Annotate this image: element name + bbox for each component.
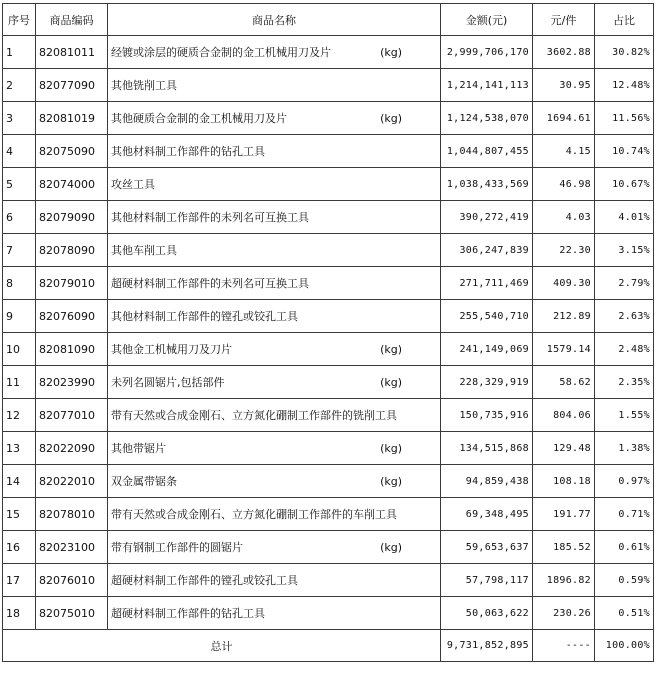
row-share: 0.59%: [595, 564, 654, 597]
table-row: [3, 300, 654, 333]
row-name-cell: [108, 399, 441, 432]
row-name: 超硬材料制工作部件的镗孔或铰孔工具: [111, 574, 298, 587]
row-code: 82023100: [36, 531, 108, 564]
row-share: 3.15%: [595, 234, 654, 267]
row-amount: 255,540,710: [441, 300, 533, 333]
row-name: 带有天然或合成金刚石、立方氮化硼制工作部件的车削工具: [111, 508, 397, 521]
total-label: 总计: [3, 630, 441, 662]
row-name-cell: [108, 36, 441, 69]
row-name-cell: [108, 333, 441, 366]
row-code: 82077010: [36, 399, 108, 432]
row-share: 0.61%: [595, 531, 654, 564]
row-seq: 5: [3, 168, 36, 201]
row-code: 82023990: [36, 366, 108, 399]
row-unit-price: 1694.61: [533, 102, 595, 135]
row-amount: 57,798,117: [441, 564, 533, 597]
row-name-cell: [108, 102, 441, 135]
row-unit-price: 30.95: [533, 69, 595, 102]
row-name-cell: [108, 498, 441, 531]
row-unit-price: 1896.82: [533, 564, 595, 597]
row-unit-price: 230.26: [533, 597, 595, 630]
header-code: 商品编码: [36, 4, 108, 36]
row-seq: 4: [3, 135, 36, 168]
header-unit-price: 元/件: [533, 4, 595, 36]
row-unit-price: 1579.14: [533, 333, 595, 366]
row-amount: 241,149,069: [441, 333, 533, 366]
row-name: 其他带锯片: [111, 442, 166, 455]
row-code: 82074000: [36, 168, 108, 201]
table-row: [3, 531, 654, 564]
row-share: 0.51%: [595, 597, 654, 630]
row-unit-price: 22.30: [533, 234, 595, 267]
row-share: 0.71%: [595, 498, 654, 531]
row-unit-price: 185.52: [533, 531, 595, 564]
row-code: 82075090: [36, 135, 108, 168]
table-row: [3, 498, 654, 531]
row-amount: 306,247,839: [441, 234, 533, 267]
table-row: [3, 267, 654, 300]
row-name-cell: [108, 465, 441, 498]
header-seq: 序号: [3, 4, 36, 36]
row-amount: 1,214,141,113: [441, 69, 533, 102]
row-name-cell: [108, 234, 441, 267]
row-seq: 2: [3, 69, 36, 102]
row-amount: 150,735,916: [441, 399, 533, 432]
row-unit-price: 58.62: [533, 366, 595, 399]
row-unit: (kg): [380, 540, 402, 554]
row-name-cell: [108, 564, 441, 597]
row-amount: 94,859,438: [441, 465, 533, 498]
table-row: [3, 333, 654, 366]
table-row: [3, 135, 654, 168]
row-share: 0.97%: [595, 465, 654, 498]
row-name: 超硬材料制工作部件的未列名可互换工具: [111, 277, 309, 290]
row-name-cell: [108, 531, 441, 564]
row-name: 攻丝工具: [111, 178, 155, 191]
table-row: [3, 234, 654, 267]
row-name-cell: [108, 201, 441, 234]
row-seq: 18: [3, 597, 36, 630]
row-amount: 1,038,433,569: [441, 168, 533, 201]
row-name: 其他材料制工作部件的镗孔或铰孔工具: [111, 310, 298, 323]
row-share: 10.74%: [595, 135, 654, 168]
row-share: 2.63%: [595, 300, 654, 333]
row-unit-price: 4.15: [533, 135, 595, 168]
row-seq: 1: [3, 36, 36, 69]
row-share: 30.82%: [595, 36, 654, 69]
row-name: 其他铣削工具: [111, 79, 177, 92]
row-name-cell: [108, 168, 441, 201]
row-code: 82077090: [36, 69, 108, 102]
row-seq: 17: [3, 564, 36, 597]
row-amount: 228,329,919: [441, 366, 533, 399]
row-name: 其他车削工具: [111, 244, 177, 257]
row-name: 双金属带锯条: [111, 475, 177, 488]
table-row: [3, 69, 654, 102]
row-name-cell: [108, 597, 441, 630]
row-code: 82022010: [36, 465, 108, 498]
row-seq: 12: [3, 399, 36, 432]
row-code: 82076010: [36, 564, 108, 597]
row-share: 2.79%: [595, 267, 654, 300]
row-amount: 59,653,637: [441, 531, 533, 564]
row-share: 12.48%: [595, 69, 654, 102]
row-unit: (kg): [380, 45, 402, 59]
row-amount: 69,348,495: [441, 498, 533, 531]
row-unit-price: 129.48: [533, 432, 595, 465]
row-share: 11.56%: [595, 102, 654, 135]
row-name-cell: [108, 366, 441, 399]
table-header-row: [3, 4, 654, 36]
row-amount: 271,711,469: [441, 267, 533, 300]
row-name: 其他金工机械用刀及刀片: [111, 343, 232, 356]
row-unit-price: 46.98: [533, 168, 595, 201]
row-code: 82081090: [36, 333, 108, 366]
row-unit-price: 108.18: [533, 465, 595, 498]
row-seq: 13: [3, 432, 36, 465]
row-amount: 134,515,868: [441, 432, 533, 465]
total-unit-price: ----: [533, 630, 595, 662]
row-name: 带有天然或合成金刚石、立方氮化硼制工作部件的铣削工具: [111, 409, 397, 422]
table-row: [3, 366, 654, 399]
row-code: 82078090: [36, 234, 108, 267]
row-name-cell: [108, 300, 441, 333]
row-name-cell: [108, 69, 441, 102]
header-amount: 金额(元): [441, 4, 533, 36]
table-row: [3, 597, 654, 630]
header-share: 占比: [595, 4, 654, 36]
total-share: 100.00%: [595, 630, 654, 662]
row-amount: 2,999,706,170: [441, 36, 533, 69]
row-amount: 1,044,807,455: [441, 135, 533, 168]
row-name: 其他材料制工作部件的钻孔工具: [111, 145, 265, 158]
table-body: [3, 36, 654, 630]
row-name: 其他材料制工作部件的未列名可互换工具: [111, 211, 309, 224]
row-name: 经镀或涂层的硬质合金制的金工机械用刀及片: [111, 46, 331, 59]
table-row: [3, 564, 654, 597]
row-share: 10.67%: [595, 168, 654, 201]
row-seq: 9: [3, 300, 36, 333]
row-seq: 11: [3, 366, 36, 399]
row-unit-price: 804.06: [533, 399, 595, 432]
row-name: 超硬材料制工作部件的钻孔工具: [111, 607, 265, 620]
row-unit-price: 409.30: [533, 267, 595, 300]
total-row: [3, 630, 654, 662]
row-code: 82079010: [36, 267, 108, 300]
row-seq: 16: [3, 531, 36, 564]
row-unit-price: 212.89: [533, 300, 595, 333]
row-code: 82075010: [36, 597, 108, 630]
row-name-cell: [108, 135, 441, 168]
row-unit-price: 191.77: [533, 498, 595, 531]
row-unit: (kg): [380, 342, 402, 356]
row-share: 2.35%: [595, 366, 654, 399]
total-amount: 9,731,852,895: [441, 630, 533, 662]
row-seq: 10: [3, 333, 36, 366]
row-seq: 6: [3, 201, 36, 234]
row-amount: 390,272,419: [441, 201, 533, 234]
row-name: 其他硬质合金制的金工机械用刀及片: [111, 112, 287, 125]
row-amount: 50,063,622: [441, 597, 533, 630]
row-seq: 7: [3, 234, 36, 267]
row-code: 82079090: [36, 201, 108, 234]
row-unit: (kg): [380, 474, 402, 488]
table-row: [3, 399, 654, 432]
row-unit-price: 3602.88: [533, 36, 595, 69]
row-share: 2.48%: [595, 333, 654, 366]
row-share: 1.55%: [595, 399, 654, 432]
row-seq: 15: [3, 498, 36, 531]
row-unit-price: 4.03: [533, 201, 595, 234]
row-code: 82081011: [36, 36, 108, 69]
table-row: [3, 168, 654, 201]
row-seq: 8: [3, 267, 36, 300]
table-row: [3, 465, 654, 498]
row-code: 82078010: [36, 498, 108, 531]
export-products-table: [2, 3, 654, 662]
row-seq: 14: [3, 465, 36, 498]
row-code: 82081019: [36, 102, 108, 135]
header-name: 商品名称: [108, 4, 441, 36]
table-row: [3, 102, 654, 135]
row-unit: (kg): [380, 111, 402, 125]
table-row: [3, 201, 654, 234]
row-unit: (kg): [380, 441, 402, 455]
row-name: 带有钢制工作部件的圆锯片: [111, 541, 243, 554]
row-name: 未列名圆锯片,包括部件: [111, 376, 225, 389]
row-name-cell: [108, 267, 441, 300]
row-seq: 3: [3, 102, 36, 135]
table-row: [3, 36, 654, 69]
row-share: 4.01%: [595, 201, 654, 234]
row-unit: (kg): [380, 375, 402, 389]
row-name-cell: [108, 432, 441, 465]
row-code: 82022090: [36, 432, 108, 465]
row-amount: 1,124,538,070: [441, 102, 533, 135]
table-row: [3, 432, 654, 465]
row-share: 1.38%: [595, 432, 654, 465]
row-code: 82076090: [36, 300, 108, 333]
